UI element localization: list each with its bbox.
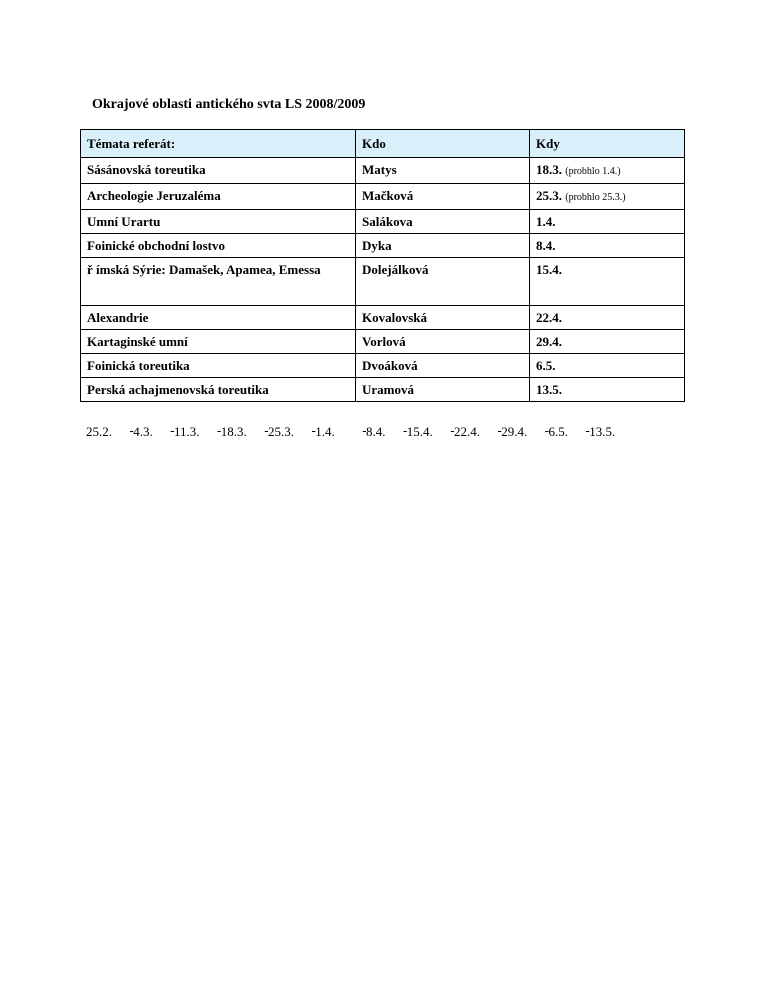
date-item: 8.4. [366, 424, 386, 439]
page-title: Okrajové oblasti antického svta LS 2008/2009 [92, 97, 366, 112]
topic-cell: Alexandrie [81, 306, 356, 330]
when-cell: 6.5. [530, 354, 685, 378]
who-cell: Mačková [356, 184, 530, 210]
when-note: (probhlo 1.4.) [565, 166, 621, 177]
topic-cell: Perská achajmenovská toreutika [81, 378, 356, 402]
topic-cell: ř ímská Sýrie: Damašek, Apamea, Emessa [81, 258, 356, 306]
when-date: 25.3. [536, 188, 562, 203]
when-cell [530, 184, 685, 210]
when-cell: 15.4. [530, 258, 685, 306]
date-item: 1.4. [315, 424, 335, 439]
date-item: 4.3. [133, 424, 153, 439]
table-row [81, 258, 685, 306]
topic-cell: Foinické obchodní lostvo [81, 234, 356, 258]
who-cell: Dvoáková [356, 354, 530, 378]
when-cell: 13.5. [530, 378, 685, 402]
date-item: 29.4. [501, 424, 528, 439]
table-row [81, 158, 685, 184]
date-item: 18.3. [220, 424, 247, 439]
table-row [81, 306, 685, 330]
when-cell: 8.4. [530, 234, 685, 258]
who-cell: Matys [356, 158, 530, 184]
table-row [81, 234, 685, 258]
topic-cell: Sásánovská toreutika [81, 158, 356, 184]
topics-table [80, 129, 685, 402]
when-note: (probhlo 25.3.) [565, 192, 626, 203]
topic-cell: Archeologie Jeruzaléma [81, 184, 356, 210]
topic-cell: Umní Urartu [81, 210, 356, 234]
date-item: 25.2. [86, 424, 112, 439]
header-who: Kdo [356, 130, 530, 158]
table-row [81, 354, 685, 378]
date-item: 6.5. [548, 424, 569, 439]
topic-cell: Foinická toreutika [81, 354, 356, 378]
when-date: 18.3. [536, 162, 562, 177]
who-cell: Dyka [356, 234, 530, 258]
when-cell [530, 158, 685, 184]
table-header-row [81, 130, 685, 158]
who-cell: Dolejálková [356, 258, 530, 306]
date-item: 11.3. [174, 424, 200, 439]
when-cell: 29.4. [530, 330, 685, 354]
table-row [81, 184, 685, 210]
who-cell: Uramová [356, 378, 530, 402]
table-row [81, 210, 685, 234]
table-row [81, 378, 685, 402]
when-cell: 22.4. [530, 306, 685, 330]
when-cell: 1.4. [530, 210, 685, 234]
header-when: Kdy [530, 130, 685, 158]
date-item: 22.4. [454, 424, 481, 439]
who-cell: Kovalovská [356, 306, 530, 330]
crossed-out-dates [86, 424, 633, 440]
topic-cell: Kartaginské umní [81, 330, 356, 354]
date-item: 15.4. [406, 424, 433, 439]
date-item: 13.5. [589, 424, 616, 439]
who-cell: Vorlová [356, 330, 530, 354]
header-topics: Témata referát: [81, 130, 356, 158]
date-item: 25.3. [268, 424, 295, 439]
who-cell: Salákova [356, 210, 530, 234]
table-row [81, 330, 685, 354]
